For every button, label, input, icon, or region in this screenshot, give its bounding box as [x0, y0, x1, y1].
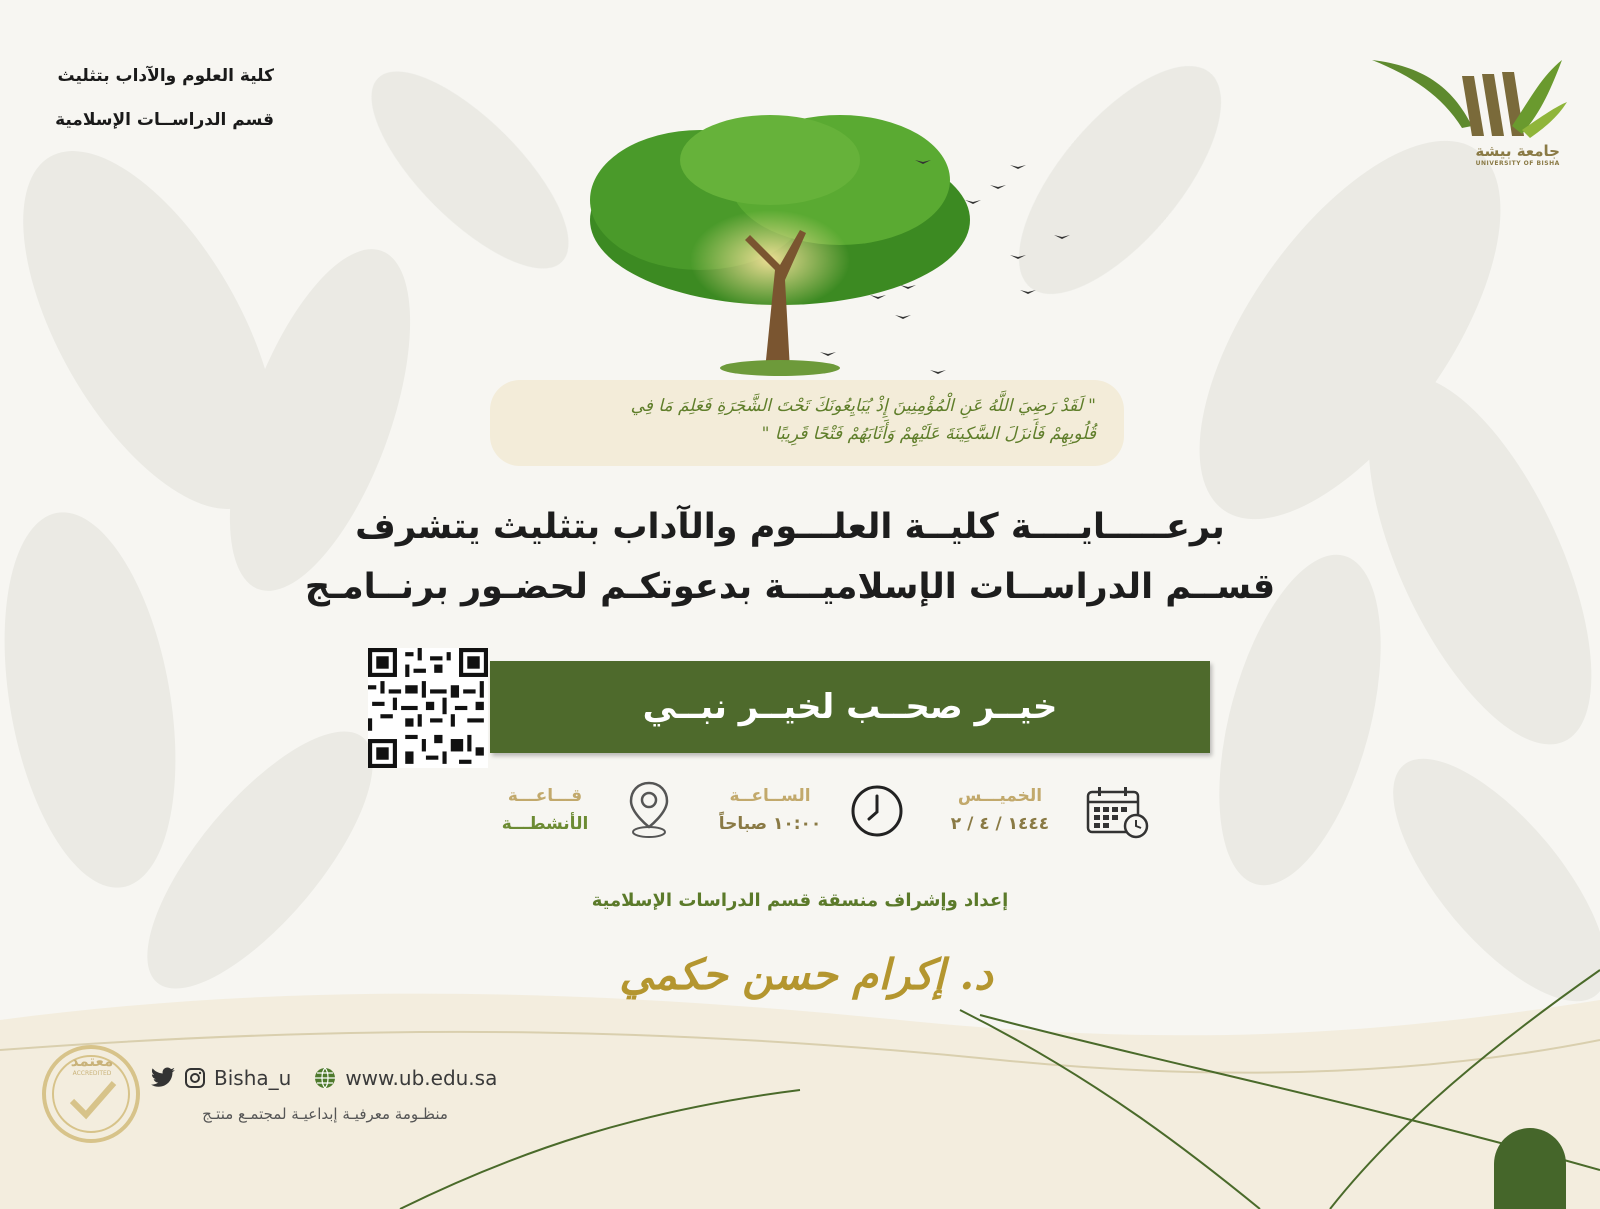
- instagram-icon[interactable]: [184, 1067, 206, 1089]
- date-value: ١٤٤٤ / ٤ / ٢: [950, 814, 1050, 834]
- quran-verse: [490, 380, 1124, 466]
- globe-icon: [313, 1066, 337, 1090]
- event-date: [930, 782, 1070, 838]
- college-header: [44, 66, 274, 130]
- footer-links: [150, 1066, 497, 1090]
- location-pin-icon: [626, 780, 672, 840]
- verse-line-1: " لَقَدْ رَضِيَ اللَّهُ عَنِ الْمُؤْمِنِينَ إِذْ يُبَايِعُونَكَ تَحْتَ الشَّجَرَةِ فَعَلِمَ مَا فِي: [630, 396, 1096, 416]
- tree-illustration: [570, 100, 1070, 385]
- college-name: كلية العلوم والآداب بتثليث: [57, 66, 274, 86]
- seal-label-en: ACCREDITED: [72, 1070, 112, 1077]
- program-title-banner: [490, 661, 1210, 753]
- website-link[interactable]: www.ub.edu.sa: [345, 1066, 498, 1090]
- decorative-arch: [1494, 1128, 1566, 1209]
- event-place: [480, 782, 610, 838]
- time-value: ١٠:٠٠ صباحاً: [718, 814, 822, 834]
- twitter-icon[interactable]: [150, 1067, 176, 1089]
- time-label: الســاعــة: [729, 786, 811, 806]
- headline-line-1: برعـــــايــــة كليــة العلـــوم والآداب بتثليث يتشرف: [355, 507, 1225, 547]
- seal-label: معتمد: [70, 1052, 114, 1070]
- logo-english: UNIVERSITY OF BISHA: [1475, 160, 1560, 167]
- calendar-icon: [1086, 786, 1150, 840]
- social-handle[interactable]: Bisha_u: [214, 1066, 292, 1090]
- signature-name: د. إكرام حسن حكمي: [619, 950, 993, 999]
- logo-caption: [1475, 142, 1560, 167]
- clock-icon: [850, 784, 904, 838]
- qr-code[interactable]: [368, 648, 488, 768]
- footer-slogan: منظـومة معرفيـة إبداعيـة لمجتمـع منتـج: [202, 1105, 448, 1123]
- day-label: الخميـــس: [957, 786, 1043, 806]
- place-value: الأنشطـــة: [501, 814, 589, 834]
- program-title: خيــر صحــب لخيــر نبــي: [642, 687, 1058, 727]
- department-name: قسم الدراســات الإسلامية: [55, 110, 274, 130]
- verse-line-2: قُلُوبِهِمْ فَأَنزَلَ السَّكِينَةَ عَلَيْهِمْ وَأَثَابَهُمْ فَتْحًا قَرِيبًا ": [761, 424, 1096, 444]
- headline-line-2: قســم الدراســات الإسلاميـــة بدعوتكـم لحضـور برنــامـج: [304, 567, 1276, 607]
- prepared-by: إعداد وإشراف منسقة قسم الدراسات الإسلامية: [591, 890, 1009, 911]
- event-time: [700, 782, 840, 838]
- logo-arabic: جامعة بيشة: [1475, 142, 1560, 160]
- invitation-headline: [300, 497, 1280, 617]
- place-label: قـــاعـــة: [507, 786, 583, 806]
